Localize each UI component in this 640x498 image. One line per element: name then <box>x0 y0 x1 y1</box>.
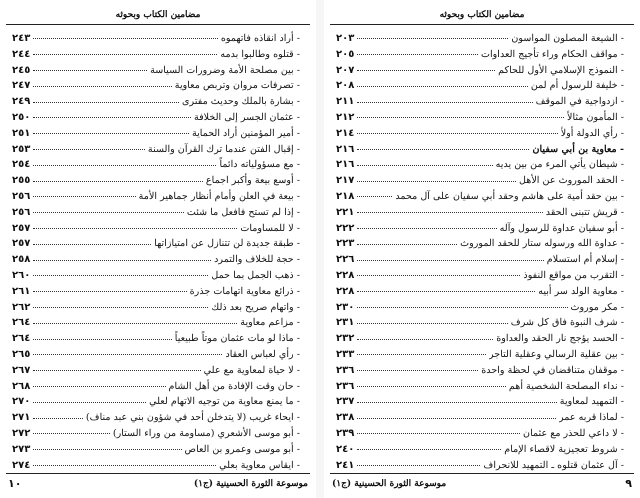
toc-entry-page: ٢١٦ <box>336 159 355 171</box>
toc-entry-title: - قريش تتبنى الحقد <box>546 205 624 221</box>
toc-entry-page: ٢٠٧ <box>336 64 355 76</box>
toc-entry-page: ٢٤٤ <box>12 48 31 60</box>
toc-entry <box>336 315 624 331</box>
toc-entry-page: ٢٦٤ <box>12 317 31 329</box>
toc-entry-page: ٢٥٦ <box>12 206 31 218</box>
toc-entry <box>12 442 300 458</box>
left-toc-list <box>12 31 300 473</box>
toc-entry <box>12 268 300 284</box>
toc-entry <box>12 142 300 158</box>
left-header-rule <box>6 24 310 25</box>
toc-entry-page: ٢٠٣ <box>336 33 355 44</box>
toc-entry <box>12 110 300 126</box>
toc-entry-page: ٢٢٦ <box>336 254 355 266</box>
toc-entry <box>12 252 300 268</box>
toc-entry-page: ٢٤٥ <box>12 64 31 76</box>
toc-entry <box>12 78 300 94</box>
toc-entry-page: ٢٥٤ <box>12 159 31 171</box>
toc-entry <box>12 379 300 395</box>
toc-entry-title: - ما يمنع معاوية من توجيه الاتهام لعلي <box>149 394 300 410</box>
right-page-header: مضامين الكتاب وبحوثه <box>439 10 525 20</box>
toc-entry-page: ٢٥٧ <box>12 238 31 250</box>
toc-entry-page: ٢٦٨ <box>12 380 31 392</box>
toc-entry-page: ٢١٧ <box>336 175 355 187</box>
toc-entry-page: ٢١٤ <box>336 127 355 139</box>
toc-entry-page: ٢٦٠ <box>12 269 31 281</box>
toc-entry-title: - بين مصلحة الأمة وضرورات السياسة <box>150 63 300 79</box>
toc-entry-page: ٢٦٢ <box>12 301 31 313</box>
footer-book-title: موسوعة الثورة الحسينية (ج١) <box>193 479 308 489</box>
toc-entry <box>336 63 624 79</box>
toc-entry-page: ٢٢١ <box>336 206 355 218</box>
toc-entry-title: - إقبال الفتن عندما ترك القرآن والسنة <box>148 142 300 158</box>
toc-entry-title: - بين حقد أمية على هاشم وحقد أبي سفيان على آل محمد <box>395 189 624 205</box>
right-header-rule <box>330 24 634 25</box>
toc-entry-page: ٢٤١ <box>336 459 355 471</box>
toc-entry <box>12 126 300 142</box>
right-toc-list <box>336 31 624 473</box>
toc-entry <box>336 157 624 173</box>
toc-entry <box>336 236 624 252</box>
toc-entry-title: - بين عقلية الرسالي وعقلية التاجر <box>489 347 624 363</box>
toc-entry <box>12 363 300 379</box>
toc-entry-page: ٢٥٠ <box>12 111 31 123</box>
toc-entry-page: ٢٤٠ <box>336 443 355 455</box>
toc-entry-title: - رأي لعباس العقاد <box>225 347 300 363</box>
toc-entry-title: - رأي الدولة أولاً <box>561 126 624 142</box>
toc-entry <box>12 315 300 331</box>
toc-entry-title: - شروط تعجيزية لاقصاء الإمام <box>504 442 624 458</box>
toc-entry-title: - مزاعم معاوية <box>240 315 300 331</box>
toc-entry-page: ٢٤٣ <box>12 33 31 44</box>
toc-entry <box>12 47 300 63</box>
toc-entry-page: ٢١١ <box>336 96 355 108</box>
toc-entry <box>12 410 300 426</box>
toc-entry <box>336 31 624 47</box>
toc-entry-title: - التمهيد لمعاوية <box>560 394 624 410</box>
toc-entry-title: - أوسع بيعة وأكبر اجماع <box>206 173 300 189</box>
toc-entry-title: - النموذج الإسلامي الأول للحاكم <box>498 63 624 79</box>
left-footer-rule <box>6 473 310 474</box>
toc-entry-page: ٢٤٩ <box>12 96 31 108</box>
toc-entry <box>336 189 624 205</box>
toc-entry-page: ٢١٦ <box>336 143 355 155</box>
toc-entry <box>12 284 300 300</box>
toc-entry-page: ٢٦٧ <box>12 364 31 376</box>
toc-entry-title: - ازدواجية في الموقف <box>536 94 624 110</box>
toc-entry-title: - بشارة بالملك وحديث مفترى <box>182 94 300 110</box>
toc-entry <box>12 173 300 189</box>
toc-entry-page: ٢٣٦ <box>336 364 355 376</box>
toc-entry-title: - حان وقت الإفادة من أهل الشام <box>169 379 300 395</box>
toc-entry <box>336 173 624 189</box>
left-page-footer <box>8 476 308 492</box>
toc-entry <box>12 426 300 442</box>
footer-book-title: موسوعة الثورة الحسينية (ج١) <box>332 479 447 489</box>
toc-entry-page: ٢٣١ <box>336 317 355 329</box>
toc-entry <box>336 442 624 458</box>
toc-entry <box>336 331 624 347</box>
toc-entry-title: - الشيعة المصلون المواسون <box>511 31 624 47</box>
toc-entry-title: - المأمون مثالاً <box>567 110 624 126</box>
toc-entry-title: - نداء المصلحة الشخصية أهم <box>509 379 624 395</box>
toc-entry <box>336 300 624 316</box>
toc-entry <box>12 300 300 316</box>
book-gutter <box>316 0 324 498</box>
toc-entry <box>12 63 300 79</box>
toc-entry <box>336 379 624 395</box>
toc-entry-title: - واتهام صريح بعد ذلك <box>211 300 300 316</box>
toc-entry-page: ٢٠٥ <box>336 48 355 60</box>
toc-entry-title: - شيطان يأتي المرء من بين يديه <box>496 157 624 173</box>
toc-entry <box>12 236 300 252</box>
toc-entry <box>336 426 624 442</box>
toc-entry-title: - ذرائع معاوية اتهامات جذرة <box>190 284 300 300</box>
toc-entry-page: ٢٣٢ <box>336 333 355 345</box>
right-footer-rule <box>330 473 634 474</box>
toc-entry-title: - خليفة للرسول أم لمن <box>531 78 624 94</box>
toc-entry-title: - عداوة الله ورسوله ستار للحقد الموروث <box>460 236 624 252</box>
toc-entry-page: ٢٥٣ <box>12 143 31 155</box>
toc-entry-title: - أبو موسى وعمرو بن العاص <box>185 442 300 458</box>
toc-entry-page: ٢٧٠ <box>12 396 31 408</box>
toc-entry <box>12 458 300 474</box>
toc-entry-page: ٢٣٨ <box>336 412 355 424</box>
toc-entry <box>12 347 300 363</box>
toc-entry-page: ٢٢٨ <box>336 269 355 281</box>
toc-entry-title: - شرف النبوة فاق كل شرف <box>511 315 624 331</box>
toc-entry-title: - مكر موروث <box>571 300 624 316</box>
toc-entry-title: - بيعة في العلن وأمام أنظار جماهير الأمة <box>139 189 300 205</box>
toc-entry-title: - عثمان الجسر إلى الخلافة <box>194 110 300 126</box>
toc-entry <box>12 331 300 347</box>
toc-entry-title: - ماذا لو مات عثمان موتاً طبيعياً <box>175 331 300 347</box>
toc-entry-page: ٢٣٦ <box>336 380 355 392</box>
toc-entry-page: ٢٠٨ <box>336 80 355 92</box>
toc-entry <box>12 157 300 173</box>
right-page-footer <box>332 476 632 492</box>
toc-entry <box>12 31 300 47</box>
toc-entry <box>336 347 624 363</box>
page-number: ١٠ <box>8 477 22 490</box>
toc-entry <box>12 94 300 110</box>
toc-entry-page: ٢٤٧ <box>12 80 31 92</box>
toc-entry-title: - أمير المؤمنين أراد الحماية <box>192 126 300 142</box>
toc-entry-page: ٢٢٣ <box>336 238 355 250</box>
toc-entry-title: - قتلوه وطالبوا بدمه <box>220 47 300 63</box>
toc-entry-title: - لا للمساومات <box>240 221 300 237</box>
toc-entry <box>336 363 624 379</box>
toc-entry-title: - معاوية بن أبي سفيان <box>532 142 624 158</box>
toc-entry <box>336 394 624 410</box>
toc-entry-page: ٢٧٣ <box>12 443 31 455</box>
toc-entry <box>12 189 300 205</box>
toc-entry-title: - إسلام أم استسلام <box>547 252 624 268</box>
toc-entry <box>336 110 624 126</box>
toc-entry-title: - الحسد يؤجج نار الحقد والعداوة <box>496 331 624 347</box>
toc-entry-page: ٢٦٥ <box>12 348 31 360</box>
toc-entry-title: - لا داعي للحذر مع عثمان <box>523 426 624 442</box>
toc-entry <box>336 268 624 284</box>
left-page-header: مضامين الكتاب وبحوثه <box>115 10 201 20</box>
toc-entry <box>336 94 624 110</box>
toc-entry-title: - أبو سفيان عداوة للرسول وآله <box>500 221 624 237</box>
toc-entry-page: ٢٥٥ <box>12 175 31 187</box>
toc-entry-title: - آل عثمان قتلوه ـ التمهيد للانحراف <box>483 458 624 474</box>
toc-entry-page: ٢٥٦ <box>12 190 31 202</box>
toc-entry-page: ٢١٨ <box>336 190 355 202</box>
toc-entry-title: - معاوية الولد سر أبيه <box>538 284 624 300</box>
toc-entry-title: - موقفان متناقضان في لحظة واحدة <box>481 363 624 379</box>
right-page <box>324 0 640 498</box>
toc-entry-title: - لا حياة لمعاوية مع علي <box>204 363 300 379</box>
toc-entry-title: - أبو موسى الأشعري (مساومة من وراء الستار) <box>113 426 300 442</box>
toc-entry-title: - تصرفات مروان وتربص معاوية <box>175 78 300 94</box>
toc-entry-page: ٢٧١ <box>12 412 31 424</box>
toc-entry-page: ٢٣٠ <box>336 301 355 313</box>
toc-entry-title: - الحقد الموروث عن الأهل <box>519 173 624 189</box>
toc-entry-page: ٢٧٢ <box>12 427 31 439</box>
toc-entry-page: ٢٢٨ <box>336 285 355 297</box>
toc-entry <box>336 252 624 268</box>
left-page <box>0 0 316 498</box>
toc-entry <box>336 458 624 474</box>
toc-entry-page: ٢٦١ <box>12 285 31 297</box>
toc-entry-page: ٢٣٣ <box>336 348 355 360</box>
toc-entry-title: - التقرب من مواقع النفوذ <box>523 268 624 284</box>
page-number: ٩ <box>625 477 632 490</box>
toc-entry-page: ٢٣٧ <box>336 396 355 408</box>
toc-section-heading <box>336 142 624 158</box>
toc-entry <box>12 394 300 410</box>
toc-entry-title: - لماذا قربه عمر <box>559 410 624 426</box>
toc-entry-title: - طبقة جديدة لن تتنازل عن امتيازاتها <box>154 236 300 252</box>
toc-entry-page: ٢٣٩ <box>336 427 355 439</box>
toc-entry <box>336 78 624 94</box>
toc-entry <box>336 47 624 63</box>
toc-entry-title: - ايقاس معاوية بعلي <box>219 458 300 474</box>
toc-entry-page: ٢٦٤ <box>12 333 31 345</box>
toc-entry-page: ٢٧٤ <box>12 459 31 471</box>
toc-entry-title: - مع مسؤولياته دائماً <box>219 157 300 173</box>
toc-entry <box>336 284 624 300</box>
toc-entry <box>336 126 624 142</box>
toc-entry-page: ٢٥٨ <box>12 254 31 266</box>
toc-entry <box>336 410 624 426</box>
toc-entry-page: ٢٥٧ <box>12 222 31 234</box>
toc-entry <box>12 205 300 221</box>
toc-entry-title: - أراد انقاذه فاتهموه <box>221 31 300 47</box>
toc-entry <box>336 221 624 237</box>
toc-entry-title: - ايحاء غريب (لا يتدخلن أحد في شؤون بني عبد مناف) <box>86 410 300 426</box>
toc-entry-page: ٢٢٢ <box>336 222 355 234</box>
toc-entry <box>12 221 300 237</box>
toc-entry <box>336 205 624 221</box>
toc-entry-title: - ذهب الجمل بما حمل <box>211 268 300 284</box>
toc-entry-title: - حجة للخلاف والتمرد <box>214 252 300 268</box>
toc-entry-page: ٢١٢ <box>336 111 355 123</box>
toc-entry-title: - إذا لم تستح فافعل ما شئت <box>187 205 300 221</box>
toc-entry-page: ٢٥١ <box>12 127 31 139</box>
toc-entry-title: - مواقف الحكام وراء تأجيج العداوات <box>481 47 624 63</box>
